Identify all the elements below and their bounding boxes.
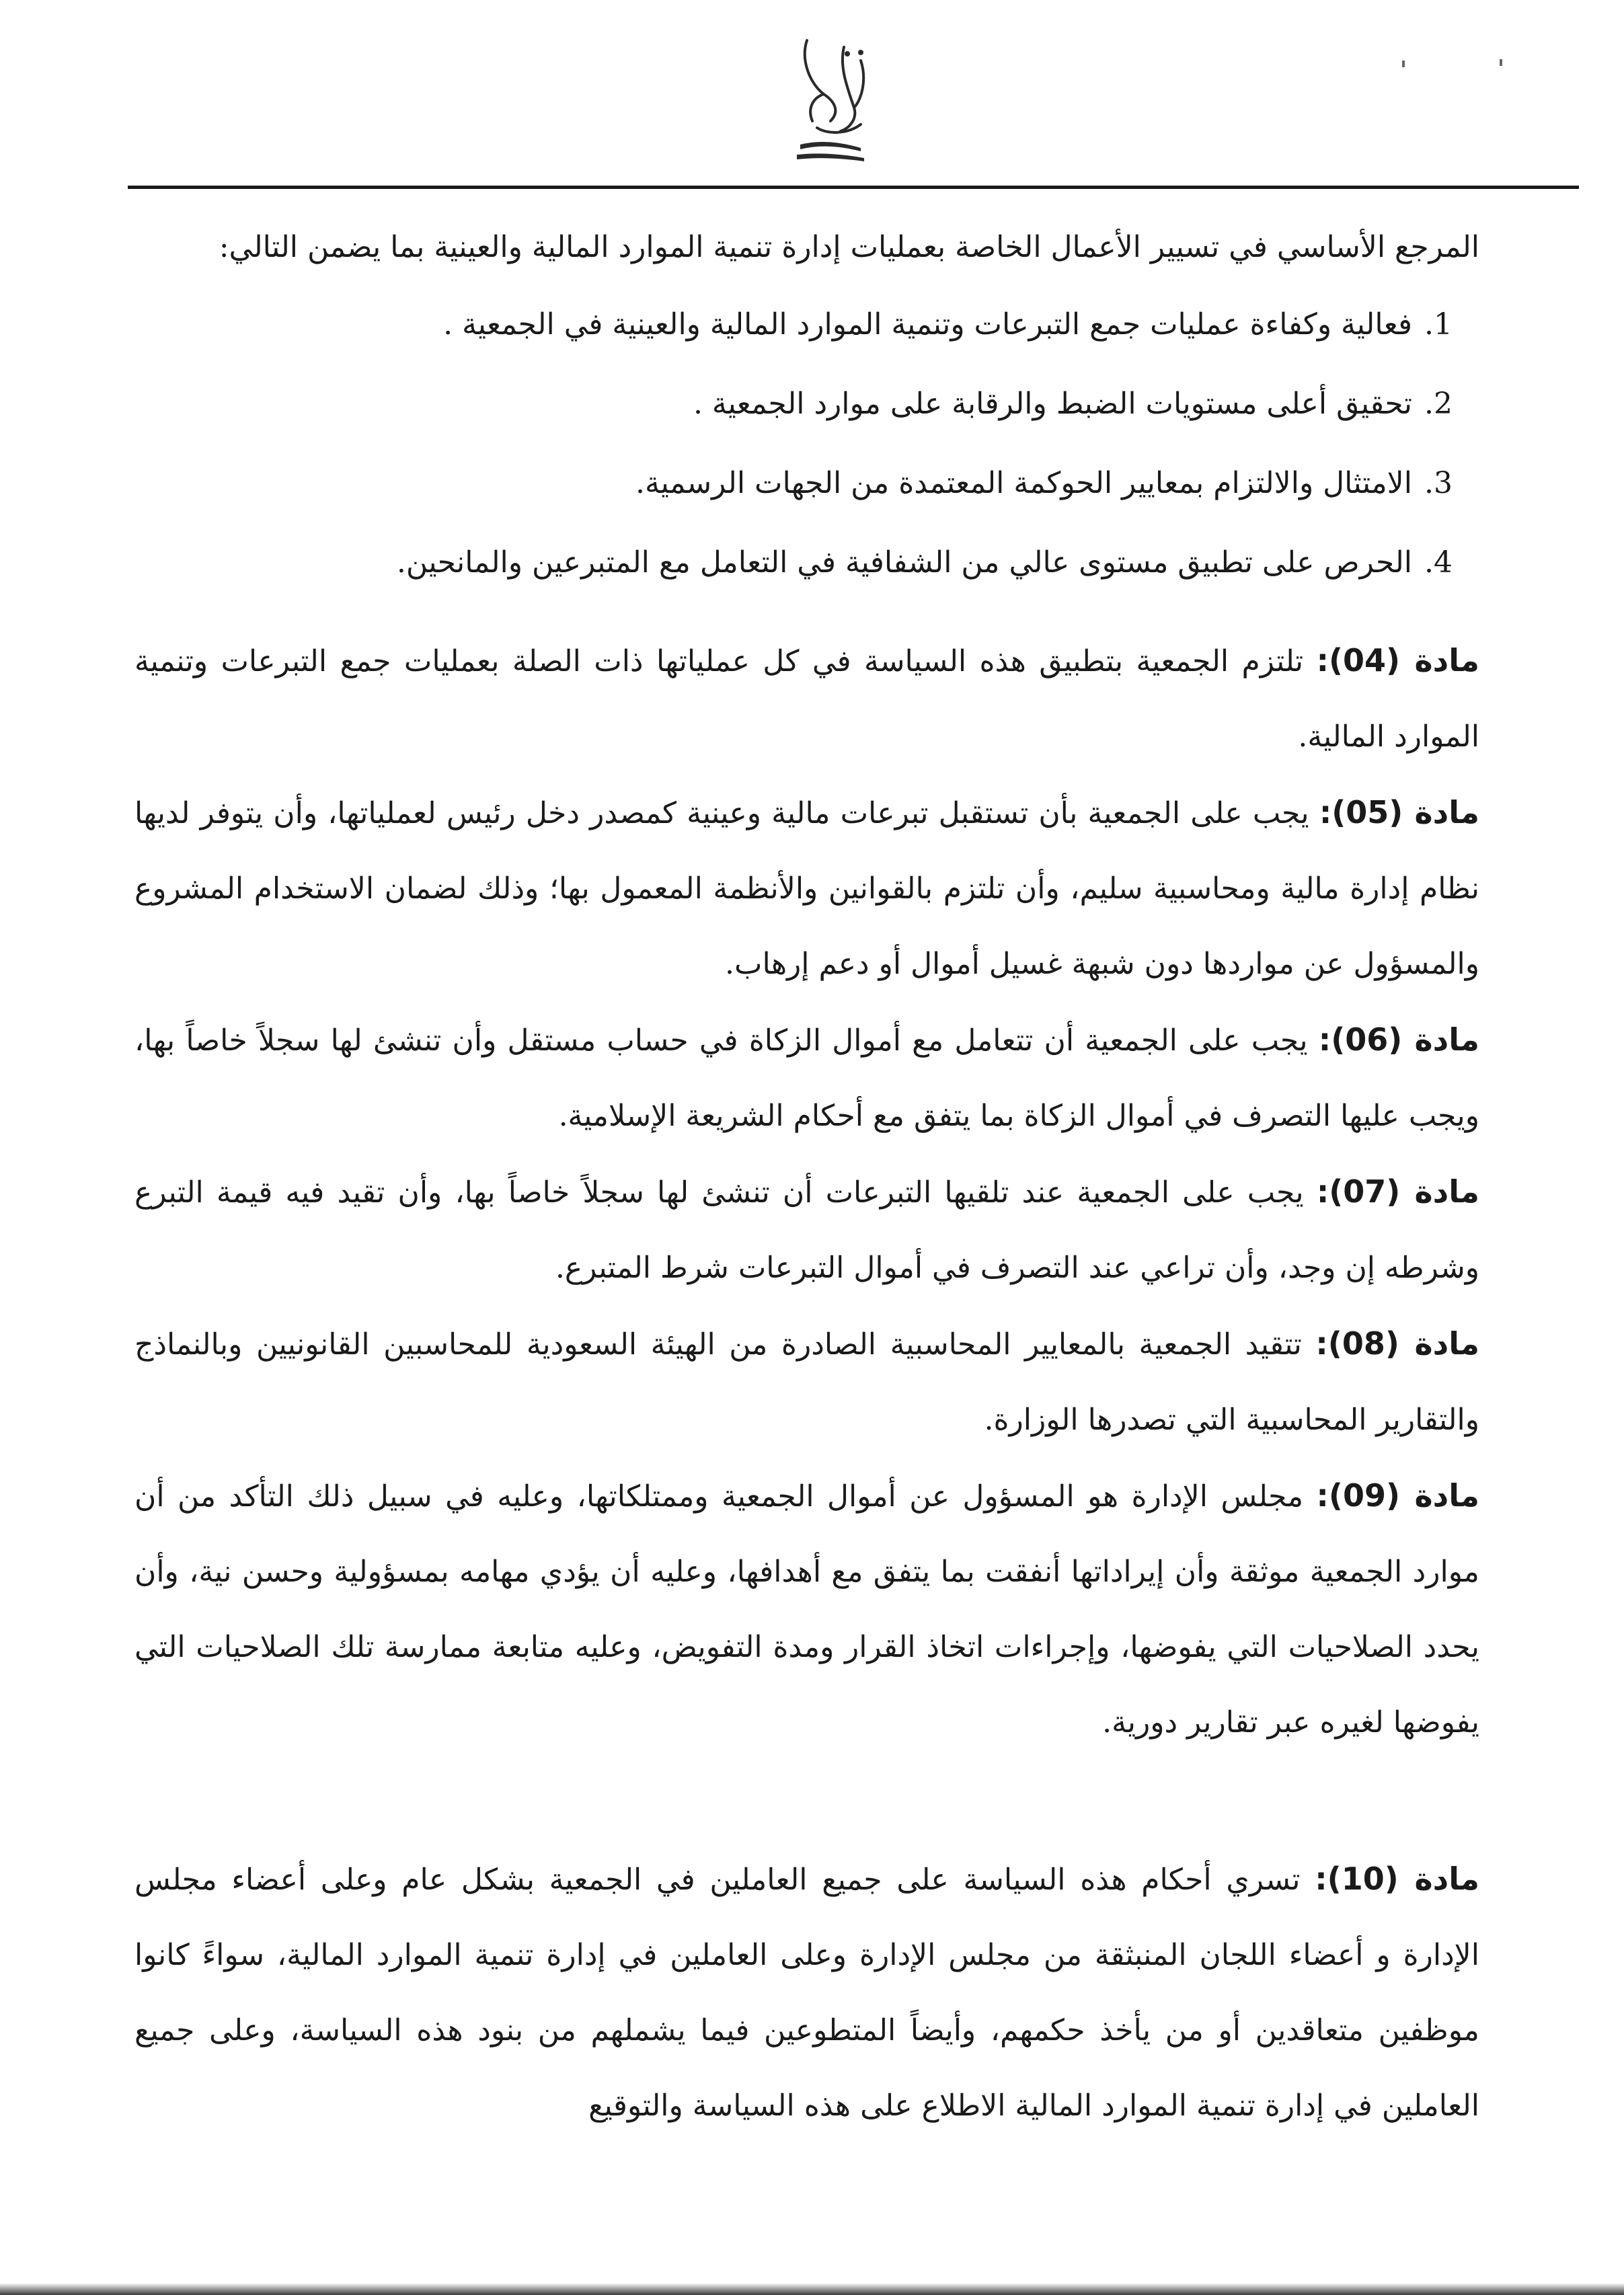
article-04: [134, 623, 1479, 775]
article-body: يجب على الجمعية بأن تستقبل تبرعات مالية وعينية كمصدر دخل رئيس لعملياتها، وأن يتوفر لديها نظام إدارة مالية ومحاسبية سليم، وأن تلتزم بالقوانين والأنظمة المعمول بها؛ وذلك لضمان الاستخدام المشروع والمسؤول عن مواردها دون شبهة غسيل أموال أو دعم إرهاب.: [134, 796, 1479, 981]
article-heading: مادة (07):: [1316, 1173, 1479, 1210]
article-heading: مادة (10):: [1315, 1861, 1479, 1897]
article-body: تتقيد الجمعية بالمعايير المحاسبية الصادرة من الهيئة السعودية للمحاسبين القانونيين وبالنماذج والتقارير المحاسبية التي تصدرها الوزارة.: [134, 1327, 1479, 1437]
scan-speck: [1500, 59, 1502, 66]
article-heading: مادة (04):: [1316, 642, 1479, 678]
scan-speck: [1402, 61, 1405, 67]
list-item: 3.الامتثال والالتزام بمعايير الحوكمة المعتمدة من الجهات الرسمية.: [635, 466, 1453, 500]
article-05: [134, 775, 1479, 1002]
article-body: مجلس الإدارة هو المسؤول عن أموال الجمعية وممتلكاتها، وعليه في سبيل ذلك التأكد من أن موارد الجمعية موثقة وأن إيراداتها أنفقت بما يتفق مع أهدافها، وعليه أن يؤدي مهامه بمسؤولية وحسن نية، وأن يحدد الصلاحيات التي يفوضها، وإجراءات اتخاذ القرار ومدة التفويض، وعليه متابعة ممارسة تلك الصلاحيات التي يفوضها لغيره عبر تقارير دورية.: [134, 1479, 1480, 1740]
header-rule: [128, 186, 1579, 189]
list-item: 4.الحرص على تطبيق مستوى عالي من الشفافية في التعامل مع المتبرعين والمانحين.: [396, 545, 1453, 580]
article-body: تسري أحكام هذه السياسة على جميع العاملين في الجمعية بشكل عام وعلى أعضاء مجلس الإدارة و أعضاء اللجان المنبثقة من مجلس الإدارة وعلى العاملين في إدارة تنمية الموارد المالية، سواءً كانوا موظفين متعاقدين أو من يأخذ حكمهم، وأيضاً المتطوعين فيما يشملهم من بنود هذه السياسة، وعلى جميع العاملين في إدارة تنمية الموارد المالية الاطلاع على هذه السياسة والتوقيع: [134, 1863, 1479, 2123]
list-item: 2.تحقيق أعلى مستويات الضبط والرقابة على موارد الجمعية .: [693, 387, 1453, 421]
association-logo: [760, 20, 894, 175]
article-body: يجب على الجمعية عند تلقيها التبرعات أن تنشئ لها سجلاً خاصاً بها، وأن تقيد فيه قيمة التبرع وشرطه إن وجد، وأن تراعي عند التصرف في أموال التبرعات شرط المتبرع.: [134, 1175, 1479, 1285]
scan-edge-shadow: [0, 2283, 1624, 2295]
article-09: [134, 1458, 1479, 1760]
article-heading: مادة (08):: [1315, 1325, 1479, 1362]
article-06: [134, 1002, 1479, 1154]
article-07: [134, 1154, 1479, 1306]
article-heading: مادة (06):: [1318, 1021, 1479, 1058]
article-body: يجب على الجمعية أن تتعامل مع أموال الزكاة في حساب مستقل وأن تنشئ لها سجلاً خاصاً بها، ويجب عليها التصرف في أموال الزكاة بما يتفق مع أحكام الشريعة الإسلامية.: [134, 1023, 1479, 1133]
article-body: تلتزم الجمعية بتطبيق هذه السياسة في كل عملياتها ذات الصلة بعمليات جمع التبرعات وتنمية الموارد المالية.: [134, 644, 1479, 754]
objectives-list: [134, 285, 1479, 602]
policy-text: [134, 210, 1479, 2144]
article-heading: مادة (09):: [1316, 1477, 1479, 1514]
article-10: [134, 1841, 1479, 2144]
article-heading: مادة (05):: [1319, 794, 1479, 830]
list-item: 1.فعالية وكفاءة عمليات جمع التبرعات وتنمية الموارد المالية والعينية في الجمعية .: [443, 307, 1453, 342]
article-08: [134, 1306, 1479, 1458]
intro-paragraph: المرجع الأساسي في تسيير الأعمال الخاصة بعمليات إدارة تنمية الموارد المالية والعينية بما يضمن التالي:: [219, 230, 1479, 264]
